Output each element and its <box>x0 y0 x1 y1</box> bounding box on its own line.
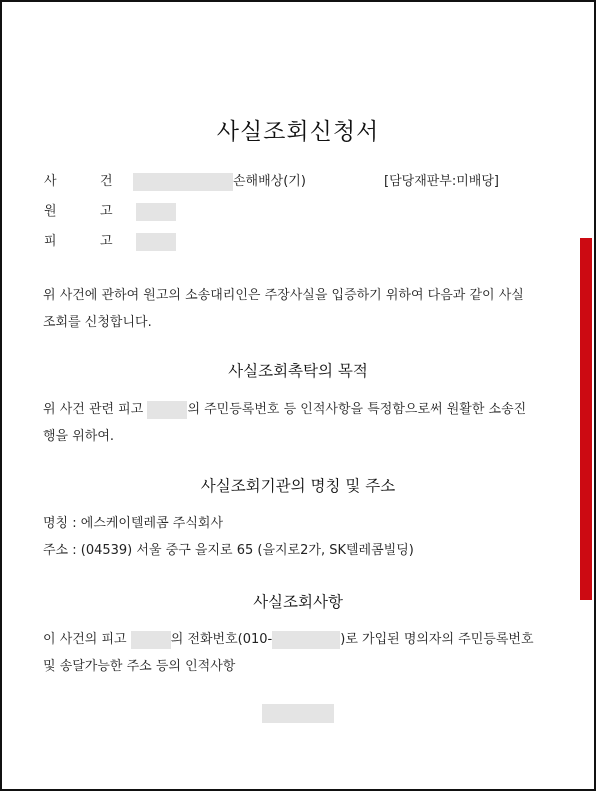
scroll-indicator[interactable] <box>580 238 592 600</box>
redacted-case-number <box>133 173 233 191</box>
case-label-2: 건 <box>100 174 113 189</box>
document-title: 사실조회신청서 <box>216 119 380 145</box>
institution-address: 주소 : (04539) 서울 중구 을지로 65 (을지로2가, SK텔레콤빌딩) <box>43 543 414 558</box>
redacted-plaintiff-name <box>136 203 176 221</box>
defendant-row <box>44 232 244 252</box>
purpose-paragraph <box>43 396 548 450</box>
institution-name: 명칭 : 에스케이텔레콤 주식회사 <box>43 516 224 531</box>
redacted-defendant-name <box>136 233 176 251</box>
inquiry-paragraph <box>43 626 548 680</box>
plaintiff-label-2: 고 <box>100 204 113 219</box>
intro-line-2: 조회를 신청합니다. <box>43 315 152 330</box>
case-name: 손해배상(기) <box>233 174 306 189</box>
case-row <box>44 172 514 192</box>
purpose-line-1-end: 의 주민등록번호 등 인적사항을 특정함으로써 원활한 소송진 <box>187 402 527 417</box>
case-department: [담당재판부:미배당] <box>384 174 499 189</box>
redacted-defendant-name <box>147 401 187 419</box>
intro-paragraph <box>43 282 548 336</box>
institution-heading: 사실조회기관의 명칭 및 주소 <box>200 477 396 495</box>
inquiry-line-2: 및 송달가능한 주소 등의 인적사항 <box>43 659 236 674</box>
purpose-line-2: 행을 위하여. <box>43 429 115 444</box>
inquiry-heading: 사실조회사항 <box>253 593 343 611</box>
redacted-defendant-name <box>131 631 171 649</box>
defendant-label-1: 피 <box>44 234 57 249</box>
inquiry-line-1-start: 이 사건의 피고 <box>43 632 131 647</box>
plaintiff-row <box>44 202 244 222</box>
defendant-label-2: 고 <box>100 234 113 249</box>
inquiry-line-1-phone: 의 전화번호(010- <box>170 632 273 647</box>
intro-line-1: 위 사건에 관하여 원고의 소송대리인은 주장사실을 입증하기 위하여 다음과 같이 사실 <box>43 288 524 303</box>
redacted-date <box>262 704 334 723</box>
inquiry-line-1-end: )로 가입된 명의자의 주민등록번호 <box>340 632 534 647</box>
institution-details <box>43 510 548 564</box>
case-label-1: 사 <box>44 174 57 189</box>
redacted-phone-number <box>272 631 340 649</box>
purpose-line-1-start: 위 사건 관련 피고 <box>43 402 148 417</box>
plaintiff-label-1: 원 <box>44 204 57 219</box>
purpose-heading: 사실조회촉탁의 목적 <box>228 362 368 380</box>
